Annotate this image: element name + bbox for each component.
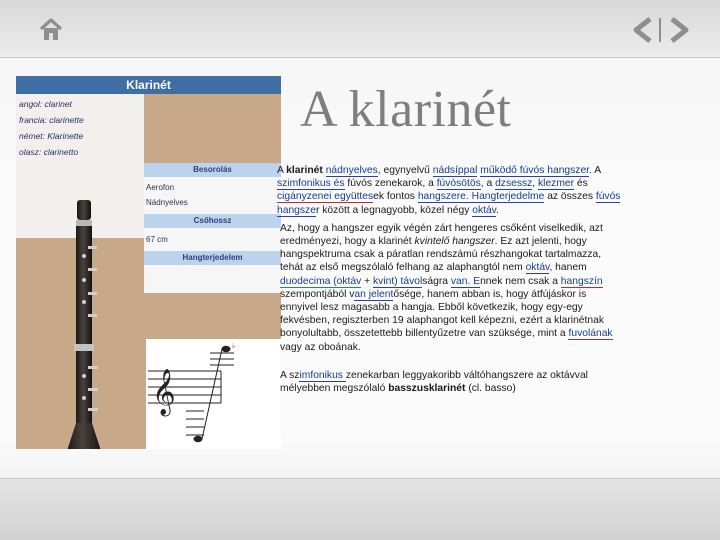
paragraph-acoustics <box>277 222 622 354</box>
text-run: szempontjából v <box>280 288 355 300</box>
slide-title: A klarinét <box>300 81 512 138</box>
link-dzsessz[interactable]: dzsessz <box>495 178 533 190</box>
link-hangszere[interactable]: hangszere. Hangterjedelme <box>417 191 545 203</box>
link-mukodo-fuvos-hangszer[interactable]: működő fúvós hangszer <box>480 165 590 176</box>
text-run: és <box>574 178 588 190</box>
text-run: ősége, hanem abban is, hogy átfújáskor is ennyivel lesz magasabb a hangja. Ebből következik, hogy egy-egy fekvésben, regiszterben 19 alaphangot kell képezni, ezért a klarinétnak bonyolultabb, összetettebb billentyűzetre van szüksége, mint a <box>280 288 604 340</box>
infobox-heading: Klarinét <box>16 76 281 94</box>
classification-header: Besorolás <box>144 163 281 177</box>
text-run: , egynyelvű <box>377 165 433 176</box>
text-run: + <box>361 275 374 287</box>
text-run: A sz <box>280 369 300 381</box>
text-run: , hanem <box>549 262 587 274</box>
infobox-image <box>16 76 281 449</box>
infobox-name-english: angol: clarinet <box>19 99 72 109</box>
text-run: nnek nem csak a <box>480 275 561 287</box>
link-szimfonikus-zenekar[interactable]: imfonikus <box>299 369 346 381</box>
link-klezmer[interactable]: klezmer <box>538 178 575 190</box>
chevron-left-icon[interactable] <box>636 19 650 41</box>
top-toolbar <box>0 0 720 58</box>
link-nadnyelves[interactable]: nádnyelves <box>325 165 378 176</box>
link-fuvos-hangszer[interactable]: fúvós hangsze <box>277 191 621 216</box>
text-run: fúvós zenekarok, a <box>344 178 437 190</box>
text-run: , a <box>480 178 496 190</box>
link-jelentoseg[interactable]: an jelent <box>354 288 394 300</box>
link-szimfonikus[interactable]: szimfonikus és <box>277 178 345 190</box>
bottom-bar <box>0 478 720 540</box>
text-run: A <box>277 165 287 176</box>
link-nadsippal[interactable]: nádsíppal <box>432 165 478 176</box>
link-oktav[interactable]: oktáv <box>472 204 497 216</box>
infobox-name-german: német: Klarinette <box>19 131 84 141</box>
text-run: zenekarban leggyakoribb váltóhangszere az oktávval mélyebben megszólaló <box>280 369 588 395</box>
link-hangszin[interactable]: hangszín <box>560 275 603 287</box>
svg-text:𝄞: 𝄞 <box>152 369 176 415</box>
svg-text:♭: ♭ <box>232 342 236 350</box>
home-icon[interactable] <box>38 18 64 42</box>
text-run: , <box>532 178 539 190</box>
article-text <box>277 164 622 395</box>
infobox-name-french: francia: clarinette <box>19 115 84 125</box>
range-header: Hangterjedelem <box>144 251 281 265</box>
classification-row: Nádnyelves <box>146 198 188 207</box>
classification-row: Aerofon <box>146 183 175 192</box>
link-van[interactable]: van. E <box>450 275 481 287</box>
text-run: r között a legnagyobb, közel négy <box>315 204 473 216</box>
link-oktav[interactable]: oktáv <box>525 262 550 274</box>
text-run: Az, hogy a hangszer egyik végén zárt hengeres csőként viselkedik, azt eredményezi, hogy a klarinét <box>280 222 603 248</box>
paragraph-bass-clarinet <box>277 369 622 395</box>
infobox-name-italian: olasz: clarinetto <box>19 147 79 157</box>
text-run: vagy az oboának. <box>280 341 361 353</box>
text-run: ságra <box>422 275 451 287</box>
tube-length-value: 67 cm <box>146 235 168 244</box>
text-run: ek fontos <box>373 191 418 203</box>
paragraph-intro <box>277 164 622 217</box>
italic-term: kvintelő hangszer <box>414 236 495 248</box>
link-kvint-tavolsag[interactable]: kvint) távol <box>373 275 423 287</box>
text-run: . A <box>589 165 601 176</box>
link-duodecima[interactable]: duodecima (oktáv <box>280 275 362 287</box>
nav-divider <box>659 18 661 42</box>
bold-term: basszusklarinét <box>388 383 466 395</box>
slide-nav <box>628 16 694 44</box>
tube-length-header: Csőhossz <box>144 214 281 228</box>
text-run: az összes <box>544 191 596 203</box>
text-run: . <box>496 204 499 216</box>
link-fuvolanak[interactable]: fuvolának <box>568 328 613 340</box>
text-run: . Ez azt jelenti, hogy hangspektruma csak a páratlan rendszámú részhangokat tartalmazza, tehát az első megszólaló felhang az alaphangtól nem <box>280 236 602 274</box>
text-run: (cl. basso) <box>465 383 516 395</box>
bold-term: klarinét <box>286 165 323 176</box>
chevron-right-icon[interactable] <box>672 19 686 41</box>
music-staff-icon <box>146 339 281 449</box>
infobox-details <box>144 163 281 293</box>
link-fuvosotos[interactable]: fúvósötös <box>436 178 481 190</box>
clarinet-image <box>64 196 106 449</box>
link-ciganyzenei-egyuttes[interactable]: cigányzenei együttes <box>277 191 374 203</box>
